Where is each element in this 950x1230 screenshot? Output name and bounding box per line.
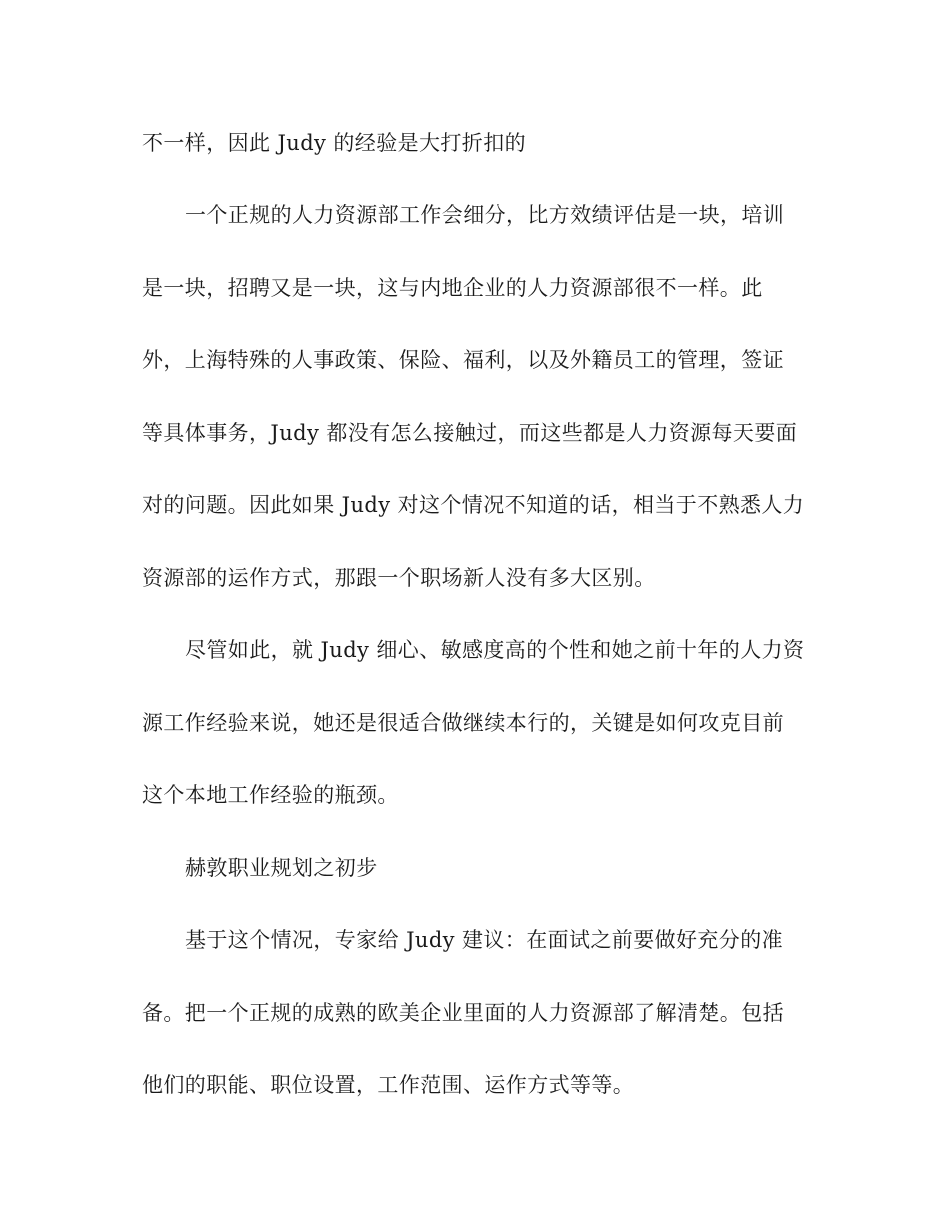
text-line: 不一样，因此 Judy 的经验是大打折扣的 (142, 131, 526, 155)
section-heading: 赫敦职业规划之初步 (185, 856, 378, 880)
text-line: 源工作经验来说，她还是很适合做继续本行的，关键是如何攻克目前 (142, 711, 784, 735)
paragraph-start-line: 尽管如此，就 Judy 细心、敏感度高的个性和她之前十年的人力资 (185, 638, 805, 662)
paragraph-start-line: 一个正规的人力资源部工作会细分，比方效绩评估是一块，培训 (185, 203, 785, 227)
text-line: 外，上海特殊的人事政策、保险、福利，以及外籍员工的管理，签证 (142, 348, 784, 372)
text-line: 是一块，招聘又是一块，这与内地企业的人力资源部很不一样。此 (142, 276, 763, 300)
text-line: 资源部的运作方式，那跟一个职场新人没有多大区别。 (142, 566, 656, 590)
text-line: 对的问题。因此如果 Judy 对这个情况不知道的话，相当于不熟悉人力 (142, 493, 805, 517)
text-line: 等具体事务，Judy 都没有怎么接触过，而这些都是人力资源每天要面 (142, 421, 798, 445)
paragraph-start-line: 基于这个情况，专家给 Judy 建议：在面试之前要做好充分的准 (185, 928, 783, 952)
text-line: 他们的职能、职位设置，工作范围、运作方式等等。 (142, 1073, 635, 1097)
text-line: 备。把一个正规的成熟的欧美企业里面的人力资源部了解清楚。包括 (142, 1001, 784, 1025)
text-line: 这个本地工作经验的瓶颈。 (142, 783, 399, 807)
